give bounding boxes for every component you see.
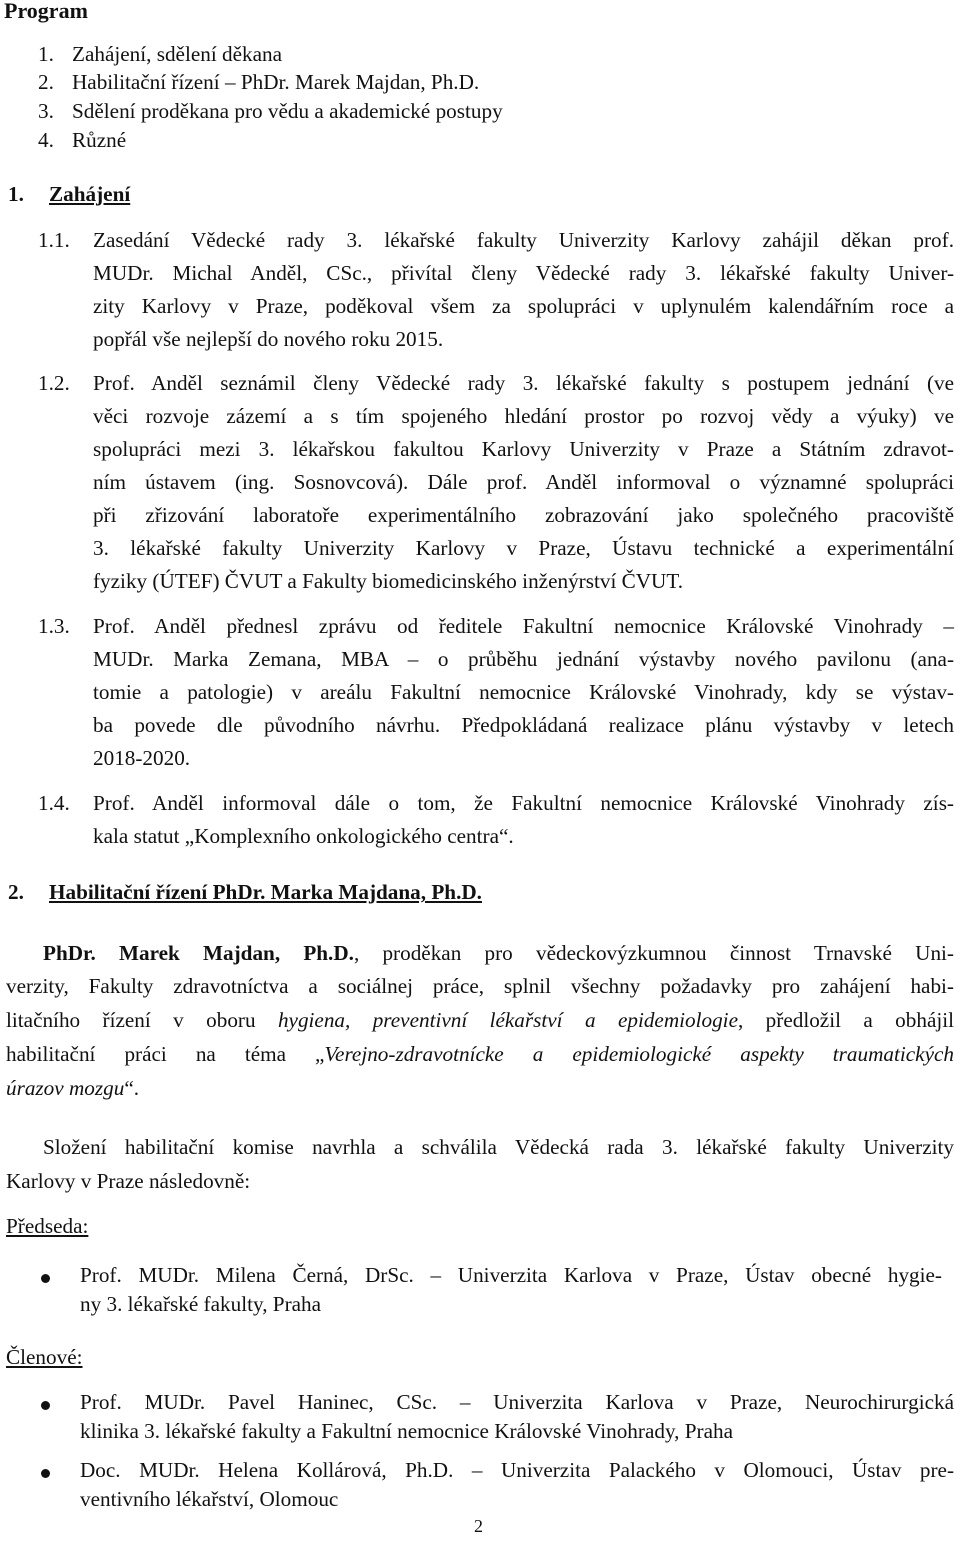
paragraph-line: zity Karlovy v Praze, poděkoval všem za spolupráci v uplynulém kalendářním roce a bbox=[93, 294, 954, 318]
page-number: 2 bbox=[474, 1516, 483, 1536]
program-item-text: Habilitační řízení – PhDr. Marek Majdan, Ph.D. bbox=[72, 70, 480, 94]
paragraph-line: Karlovy v Praze následovně: bbox=[6, 1169, 251, 1193]
paragraph-line: tomie a patologie) v areálu Fakultní nemocnice Královské Vinohrady, kdy se výstav- bbox=[93, 680, 954, 704]
bullet-icon bbox=[41, 1274, 50, 1283]
text-span: , předložil a obhájil bbox=[737, 1008, 955, 1032]
paragraph-line bbox=[6, 1008, 954, 1033]
paragraph-number: 1.2. bbox=[38, 371, 70, 395]
list-item-line: Prof. MUDr. Milena Černá, DrSc. – Univerzita Karlova v Praze, Ústav obecné hygie- bbox=[80, 1263, 942, 1287]
program-item-text: Sdělení proděkana pro vědu a akademické postupy bbox=[72, 99, 503, 123]
paragraph-line: Složení habilitační komise navrhla a schválila Vědecká rada 3. lékařské fakulty Univerzity bbox=[43, 1135, 954, 1159]
field-of-study: hygiena, preventivní lékařství a epidemiologie bbox=[277, 1008, 738, 1032]
program-item-number: 3. bbox=[38, 99, 54, 123]
chair-label: Předseda: bbox=[6, 1214, 89, 1238]
paragraph-line: 3. lékařské fakulty Univerzity Karlovy v Praze, Ústavu technické a experimentální bbox=[93, 536, 954, 560]
candidate-name: PhDr. Marek Majdan, Ph.D. bbox=[43, 941, 354, 965]
members-label: Členové: bbox=[6, 1345, 83, 1369]
paragraph-line: 2018-2020. bbox=[93, 746, 191, 770]
text-span: habilitační práci na téma „ bbox=[6, 1042, 325, 1066]
bullet-icon bbox=[41, 1401, 50, 1410]
paragraph-line: MUDr. Michal Anděl, CSc., přivítal členy Vědecké rady 3. lékařské fakulty Univer- bbox=[93, 261, 954, 285]
paragraph-line: Prof. Anděl informoval dále o tom, že Fakultní nemocnice Královské Vinohrady zís- bbox=[93, 791, 954, 815]
paragraph-line: Prof. Anděl seznámil členy Vědecké rady 3. lékařské fakulty s postupem jednání (ve bbox=[93, 371, 954, 395]
program-item-text: Různé bbox=[72, 128, 127, 152]
section-1-heading: Zahájení bbox=[49, 182, 131, 206]
list-item-line: Prof. MUDr. Pavel Haninec, CSc. – Univerzita Karlova v Praze, Neurochirurgická bbox=[80, 1390, 954, 1414]
section-1-number: 1. bbox=[8, 182, 24, 206]
program-item-number: 2. bbox=[38, 70, 54, 94]
paragraph-line: spolupráci mezi 3. lékařskou fakultou Karlovy Univerzity v Praze a Státním zdravot- bbox=[93, 437, 954, 461]
list-item-line: ventivního lékařství, Olomouc bbox=[80, 1487, 339, 1511]
paragraph-line bbox=[6, 1042, 954, 1067]
section-2-number: 2. bbox=[8, 880, 24, 904]
paragraph-line: MUDr. Marka Zemana, MBA – o průběhu jednání výstavby nového pavilonu (ana- bbox=[93, 647, 954, 671]
paragraph-line: Prof. Anděl přednesl zprávu od ředitele Fakultní nemocnice Královské Vinohrady – bbox=[93, 614, 954, 638]
paragraph-line bbox=[6, 1076, 954, 1101]
paragraph-line: verzity, Fakulty zdravotníctva a sociálnej práce, splnil všechny požadavky pro zahájení habi- bbox=[6, 974, 954, 998]
list-item-line: ny 3. lékařské fakulty, Praha bbox=[80, 1292, 322, 1316]
paragraph-line: ním ústavem (ing. Sosnovcová). Dále prof. Anděl informoval o významné spolupráci bbox=[93, 470, 954, 494]
text-span: , proděkan pro vědeckovýzkumnou činnost Trnavské Uni- bbox=[353, 941, 954, 965]
paragraph-line: při zřizování laboratoře experimentálního zobrazování jako společného pracoviště bbox=[93, 503, 954, 527]
thesis-title: Verejno-zdravotnícke a epidemiologické aspekty traumatických bbox=[324, 1042, 954, 1066]
paragraph-number: 1.3. bbox=[38, 614, 70, 638]
text-span: litačního řízení v oboru bbox=[6, 1008, 278, 1032]
paragraph-line: fyziky (ÚTEF) ČVUT a Fakulty biomedicinského inženýrství ČVUT. bbox=[93, 569, 684, 593]
paragraph-line: ba povede dle původního návrhu. Předpokládaná realizace plánu výstavby v letech bbox=[93, 713, 954, 737]
bullet-icon bbox=[41, 1469, 50, 1478]
paragraph-line bbox=[43, 941, 954, 966]
paragraph-line: kala statut „Komplexního onkologického centra“. bbox=[93, 824, 514, 848]
program-item-text: Zahájení, sdělení děkana bbox=[72, 42, 283, 66]
section-2-heading: Habilitační řízení PhDr. Marka Majdana, Ph.D. bbox=[49, 880, 482, 904]
paragraph-number: 1.4. bbox=[38, 791, 70, 815]
program-item-number: 4. bbox=[38, 128, 54, 152]
text-span: “. bbox=[124, 1076, 140, 1100]
list-item-line: Doc. MUDr. Helena Kollárová, Ph.D. – Univerzita Palackého v Olomouci, Ústav pre- bbox=[80, 1458, 954, 1482]
paragraph-number: 1.1. bbox=[38, 228, 70, 252]
list-item-line: klinika 3. lékařské fakulty a Fakultní nemocnice Královské Vinohrady, Praha bbox=[80, 1419, 734, 1443]
paragraph-line: věci rozvoje zázemí a s tím spojeného hledání prostor po rozvoj vědy a výuky) ve bbox=[93, 404, 954, 428]
program-title: Program bbox=[4, 0, 88, 23]
thesis-title: úrazov mozgu bbox=[6, 1076, 125, 1100]
program-item-number: 1. bbox=[38, 42, 54, 66]
paragraph-line: popřál vše nejlepší do nového roku 2015. bbox=[93, 327, 444, 351]
paragraph-line: Zasedání Vědecké rady 3. lékařské fakulty Univerzity Karlovy zahájil děkan prof. bbox=[93, 228, 954, 252]
